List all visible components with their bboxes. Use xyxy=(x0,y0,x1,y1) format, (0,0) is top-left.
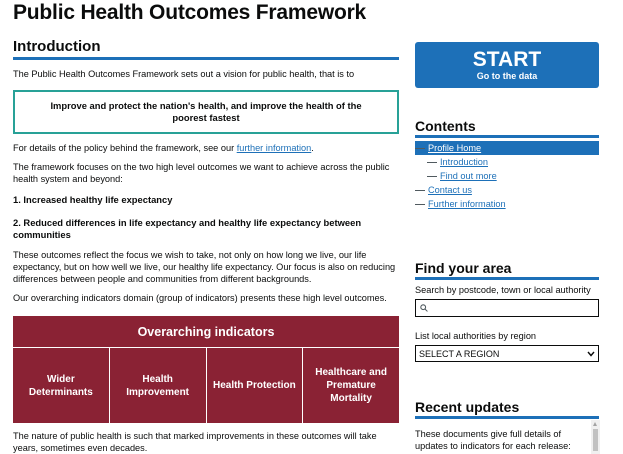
recent-updates-scrollbar[interactable] xyxy=(591,420,600,454)
focus-paragraph: The framework focuses on the two high level outcomes we want to achieve across the public health system and beyond: xyxy=(13,162,390,184)
introduction-link[interactable]: Introduction xyxy=(440,157,489,167)
dash-icon xyxy=(427,176,437,177)
chevron-down-icon xyxy=(587,351,595,357)
find-area-heading: Find your area xyxy=(415,260,599,280)
overarching-indicators-panel xyxy=(13,316,399,423)
contents-item-further-information[interactable] xyxy=(415,197,599,211)
overarching-indicators-title[interactable]: Overarching indicators xyxy=(13,316,399,348)
contact-us-link[interactable]: Contact us xyxy=(428,185,472,195)
region-select-value: SELECT A REGION xyxy=(419,348,500,359)
dash-icon xyxy=(415,204,425,205)
policy-paragraph xyxy=(13,142,399,154)
reflect-paragraph: These outcomes reflect the focus we wish to take, not only on how long we live, our life expectancy, but on how well we live, our healthy life expectancy. Our focus is also on reducing differences between people and communities from different backgrounds. xyxy=(13,250,396,284)
region-select[interactable] xyxy=(415,345,599,362)
domain-paragraph: Our overarching indicators domain (group of indicators) presents these high level outcomes. xyxy=(13,293,387,303)
outcome-2: 2. Reduced differences in life expectancy and healthy life expectancy between communities xyxy=(13,217,362,240)
scrollbar-thumb[interactable] xyxy=(593,429,598,451)
policy-suffix: . xyxy=(311,143,314,153)
healthcare-premature-mortality-tile[interactable]: Healthcare and Premature Mortality xyxy=(315,367,387,404)
health-protection-tile[interactable]: Health Protection xyxy=(207,348,304,423)
find-out-more-link[interactable]: Find out more xyxy=(440,171,497,181)
scroll-up-icon[interactable] xyxy=(593,422,597,426)
policy-prefix: For details of the policy behind the framework, see our xyxy=(13,143,237,153)
dash-icon xyxy=(415,148,425,149)
contents-list xyxy=(415,141,599,211)
area-search-box[interactable] xyxy=(415,299,599,317)
search-icon xyxy=(420,304,428,312)
dash-icon xyxy=(427,162,437,163)
contents-item-profile-home[interactable] xyxy=(415,141,599,155)
wider-determinants-tile[interactable]: Wider Determinants xyxy=(13,348,110,423)
main-content xyxy=(13,38,399,304)
further-information-contents-link[interactable]: Further information xyxy=(428,199,506,209)
page-title: Public Health Outcomes Framework xyxy=(13,1,367,24)
intro-lead: The Public Health Outcomes Framework sets out a vision for public health, that is to xyxy=(13,69,355,79)
region-list-label: List local authorities by region xyxy=(415,331,537,341)
start-label: START xyxy=(472,48,542,71)
further-information-link[interactable]: further information xyxy=(236,143,312,153)
outcome-1: 1. Increased healthy life expectancy xyxy=(13,194,173,205)
contents-item-contact-us[interactable] xyxy=(415,183,599,197)
closing-paragraph: The nature of public health is such that marked improvements in these outcomes will take years, sometimes even decades. xyxy=(13,431,377,453)
start-sublabel: Go to the data xyxy=(476,71,538,81)
health-improvement-tile[interactable]: Health Improvement xyxy=(110,348,207,423)
contents-item-find-out-more[interactable] xyxy=(415,169,599,183)
area-search-input[interactable] xyxy=(430,301,595,315)
introduction-heading: Introduction xyxy=(13,38,399,60)
recent-updates-heading: Recent updates xyxy=(415,399,599,419)
start-button[interactable] xyxy=(415,42,599,88)
vision-callout: Improve and protect the nation's health, and improve the health of the poorest fastest xyxy=(13,90,399,134)
search-label: Search by postcode, town or local authority xyxy=(415,285,591,295)
dash-icon xyxy=(415,190,425,191)
recent-updates-text: These documents give full details of updates to indicators for each release: xyxy=(415,429,571,451)
contents-item-introduction[interactable] xyxy=(415,155,599,169)
contents-heading: Contents xyxy=(415,118,599,138)
profile-home-link[interactable]: Profile Home xyxy=(428,143,482,153)
